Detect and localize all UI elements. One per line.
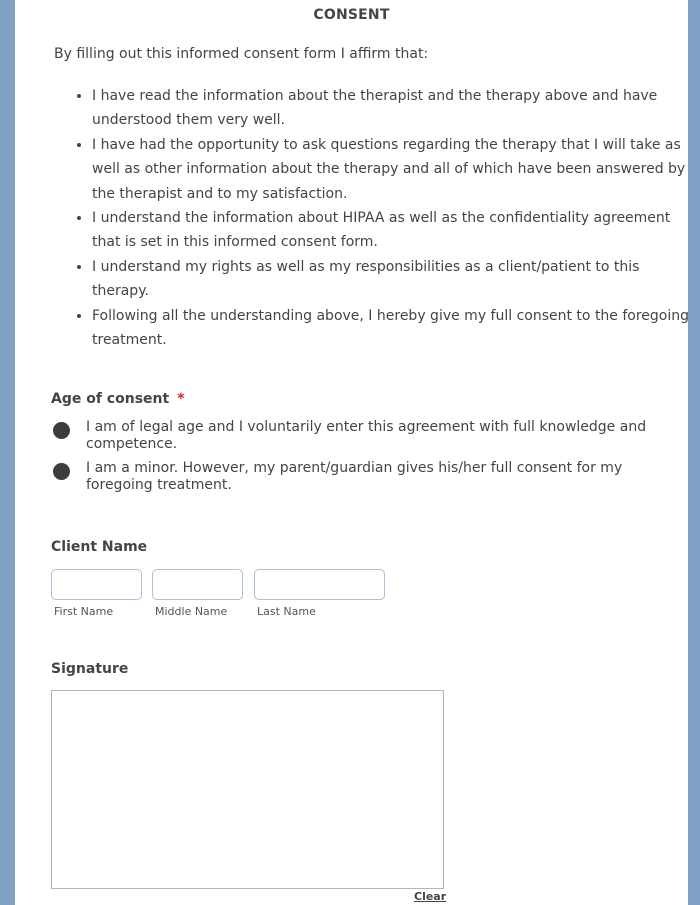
list-item: • I have had the opportunity to ask questions regarding the therapy that I will take as well as other information about the therapy and all of which have been answered by the therapist and to my satisfaction. (92, 133, 692, 206)
age-of-consent-label-text: Age of consent (51, 391, 170, 407)
clear-signature-link[interactable]: Clear (414, 890, 447, 903)
first-name-input[interactable] (51, 569, 142, 600)
client-name-label: Client Name (51, 539, 148, 555)
radio-option-label: I am a minor. However, my parent/guardian gives his/her full consent for my foregoing treatment. (86, 460, 623, 493)
age-of-consent-label (51, 391, 185, 407)
middle-name-input[interactable] (152, 569, 243, 600)
required-marker: * (177, 391, 185, 407)
first-name-sublabel: First Name (54, 605, 114, 618)
affirmation-list (54, 84, 692, 352)
middle-name-sublabel: Middle Name (155, 605, 228, 618)
radio-option-minor[interactable] (53, 460, 653, 494)
radio-option-label: I am of legal age and I voluntarily enter this agreement with full knowledge and competence. (86, 419, 647, 452)
form-panel (15, 0, 688, 905)
radio-button-icon[interactable] (53, 422, 70, 439)
signature-pad[interactable] (51, 690, 444, 889)
radio-option-legal-age[interactable] (53, 419, 653, 453)
list-item: • I understand the information about HIPAA as well as the confidentiality agreement that is set in this informed consent form. (92, 206, 692, 255)
signature-label: Signature (51, 661, 129, 677)
section-title: CONSENT (313, 7, 390, 23)
list-item: • I understand my rights as well as my responsibilities as a client/patient to this therapy. (92, 255, 692, 304)
intro-text: By filling out this informed consent form I affirm that: (54, 46, 429, 62)
last-name-input[interactable] (254, 569, 385, 600)
radio-button-icon[interactable] (53, 463, 70, 480)
last-name-sublabel: Last Name (257, 605, 316, 618)
list-item: • Following all the understanding above, I hereby give my full consent to the foregoing treatment. (92, 304, 692, 353)
list-item: • I have read the information about the therapist and the therapy above and have understood them very well. (92, 84, 692, 133)
